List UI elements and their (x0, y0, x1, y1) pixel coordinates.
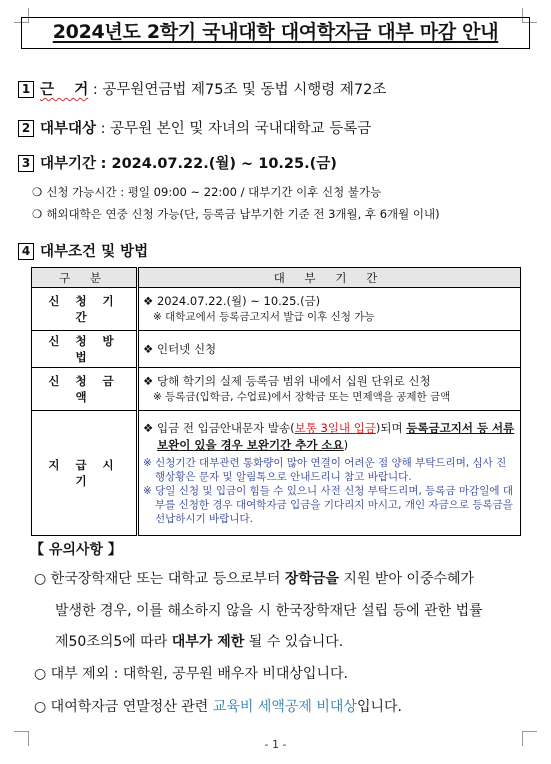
section-number: 4 (18, 243, 34, 260)
bullet-item (32, 184, 381, 200)
caution-item: ○ 한국장학재단 또는 대학교 등으로부터 장학금을 지원 받아 이중수혜가 (34, 571, 475, 587)
section-label: 근 거 (40, 82, 89, 98)
section-number: 1 (18, 81, 34, 98)
section-number: 3 (18, 155, 34, 172)
cell-note: ※ 당일 신청 및 입금이 힘들 수 있으니 사전 신청 부탁드리며, 등록금 마감일에 대부를 신청한 경우 대여학자금 입금을 기다리지 마시고, 개인 자금으로 등록금을 선납하시기 바랍니다. (143, 485, 513, 525)
table-row (32, 288, 521, 331)
cell-text: 당해 학기의 실제 등록금 범위 내에서 십원 단위로 신청 (156, 374, 431, 388)
section-label: 대부조건 및 방법 (40, 244, 149, 260)
conditions-table (31, 267, 521, 536)
row-label: 신 청 금 액 (32, 368, 138, 411)
circle-bullet-icon: ○ (34, 666, 51, 682)
section-basis (18, 78, 386, 99)
cell-note: ※ 신청기간 대부관련 통화량이 많아 연결이 어려운 점 양해 부탁드리며, 심사 진행상황은 문자 및 알림톡으로 안내드리니 참고 바랍니다. (143, 457, 507, 483)
document-title: 2024년도 2학기 국내대학 대여학자금 대부 마감 안내 (52, 21, 499, 43)
cell-text: 인터넷 신청 (156, 341, 217, 356)
row-label: 지 급 시 기 (32, 411, 138, 536)
bullet-text: 신청 가능시간 : 평일 09:00 ~ 22:00 / 대부기간 이후 신청 불가능 (46, 185, 382, 199)
document-title-box (21, 17, 530, 49)
row-content (138, 288, 521, 331)
caution-item-continuation: 발생한 경우, 이를 해소하지 않을 시 한국장학재단 설립 등에 관한 법률 (55, 603, 483, 619)
diamond-icon: ❖ (143, 341, 157, 356)
table-header-cell: 구 분 (32, 268, 138, 288)
diamond-icon: ❖ (143, 294, 157, 308)
table-row (32, 368, 521, 411)
cell-text: 2024.07.22.(월) ~ 10.25.(금) (156, 294, 321, 308)
circle-bullet-icon: ○ (34, 571, 51, 587)
row-label: 신 청 기 간 (32, 288, 138, 331)
bullet-text: 해외대학은 연중 신청 가능(단, 등록금 납부기한 기준 전 3개월, 후 6개월 이내) (46, 207, 440, 221)
table-header-row (32, 268, 521, 288)
caution-item-continuation: 제50조의5에 따라 대부가 제한 될 수 있습니다. (55, 634, 344, 650)
caution-title: 【 유의사항 】 (30, 542, 122, 558)
section-text: : 공무원연금법 제75조 및 동법 시행령 제72조 (92, 82, 387, 98)
caution-item: ○ 대부 제외 : 대학원, 공무원 배우자 비대상입니다. (34, 666, 348, 682)
cell-note: ※ 대학교에서 등록금고지서 발급 이후 신청 가능 (153, 311, 375, 323)
table-header-cell: 대 부 기 간 (138, 268, 521, 288)
section-period (18, 152, 337, 173)
bullet-circle-icon: ❍ (32, 207, 43, 221)
table-row (32, 411, 521, 536)
circle-bullet-icon: ○ (34, 699, 51, 715)
section-label: 대부기간 (40, 156, 97, 172)
row-content (138, 368, 521, 411)
table-row (32, 331, 521, 368)
section-label: 대부대상 (40, 121, 97, 137)
caution-item: ○ 대여학자금 연말정산 관련 교육비 세액공제 비대상입니다. (34, 699, 402, 715)
bullet-circle-icon: ❍ (32, 185, 43, 199)
bullet-item (32, 206, 440, 222)
diamond-icon: ❖ (143, 374, 157, 388)
cell-note: ※ 등록금(입학금, 수업료)에서 장학금 또는 면제액을 공제한 금액 (153, 391, 451, 403)
diamond-icon: ❖ (143, 421, 157, 435)
row-content (138, 411, 521, 536)
row-label: 신 청 방 법 (32, 331, 138, 368)
section-conditions (18, 240, 148, 261)
section-target (18, 117, 371, 138)
section-number: 2 (18, 120, 34, 137)
section-text: : 공무원 본인 및 자녀의 국내대학교 등록금 (100, 121, 372, 137)
row-content (138, 331, 521, 368)
page-number: - 1 - (264, 738, 287, 751)
section-text: : 2024.07.22.(월) ~ 10.25.(금) (100, 156, 337, 172)
cell-text: ❖ 입금 전 입금안내문자 발송(보통 3일내 입금)되며 등록금고지서 등 서류보완이 있을 경우 보완기간 추가 소요) (143, 421, 515, 452)
